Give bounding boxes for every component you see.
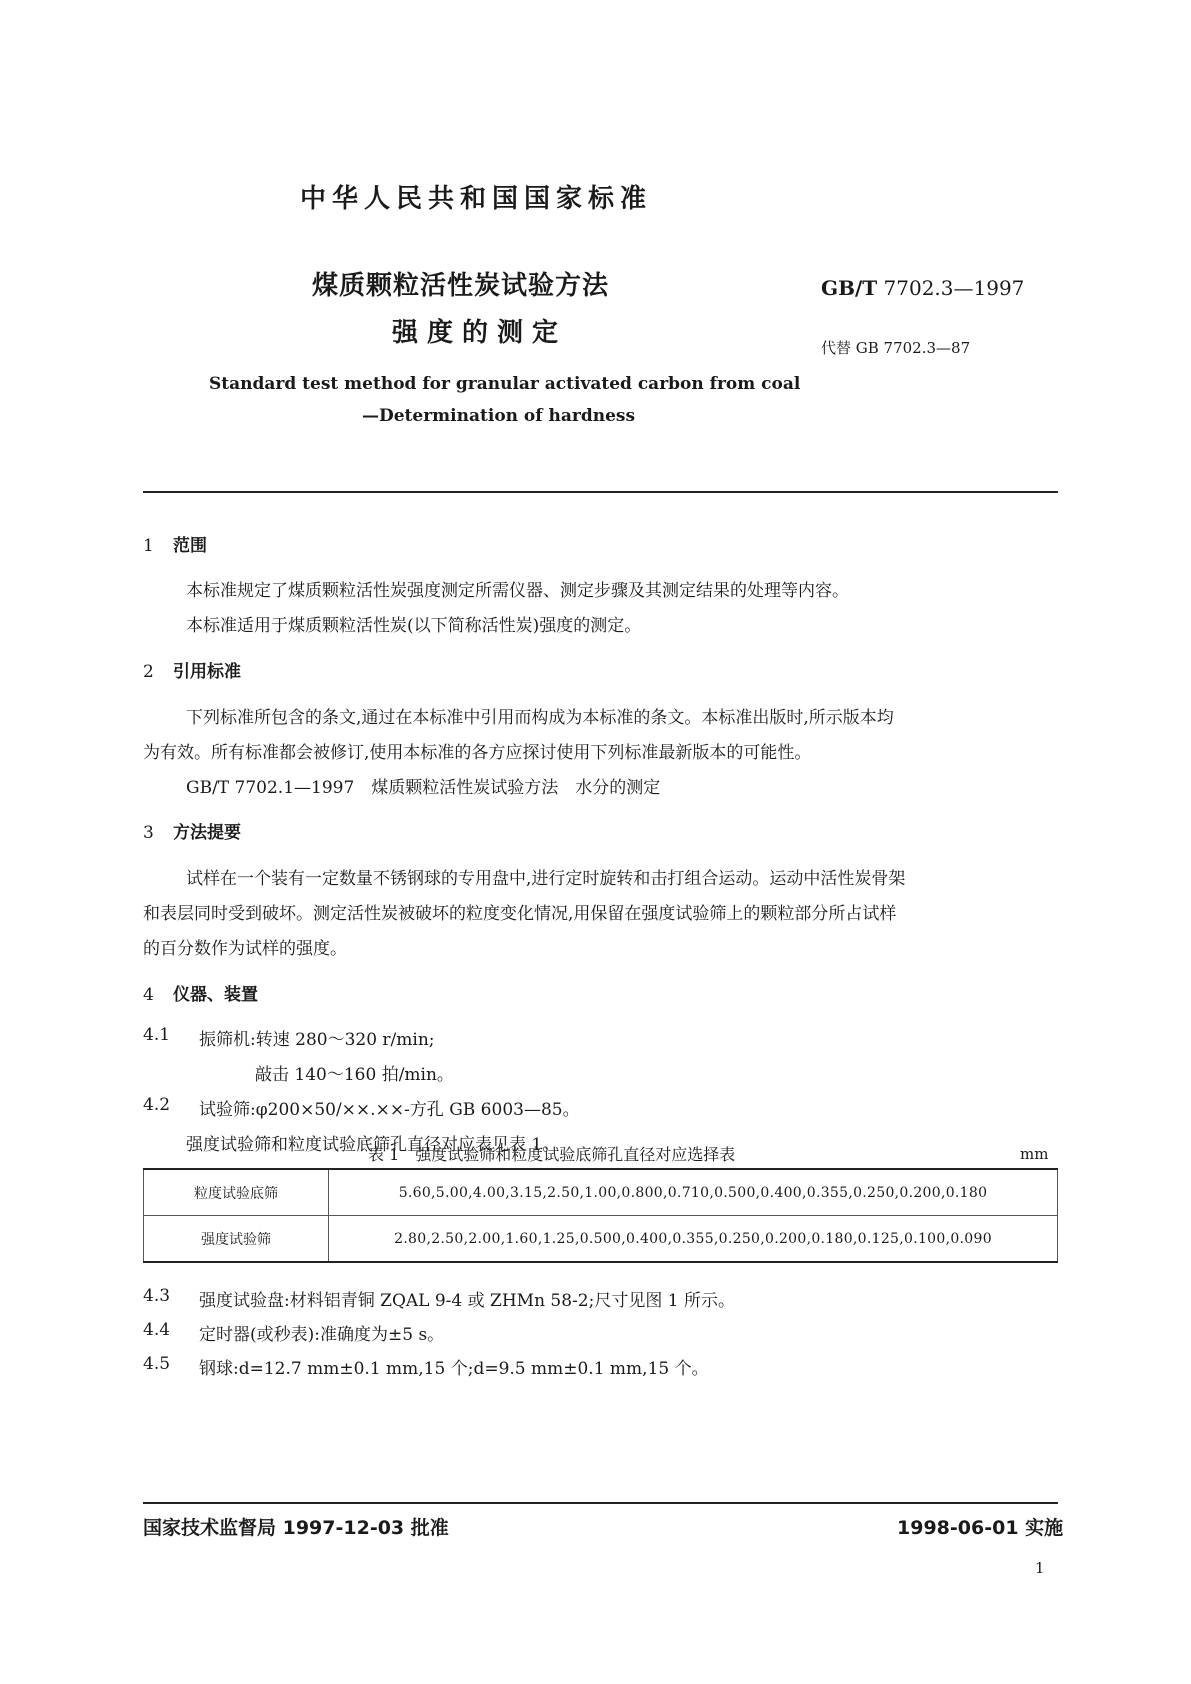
footer-divider <box>143 1502 1058 1504</box>
table-row-label: 强度试验筛 <box>144 1216 329 1263</box>
page-number: 1 <box>1035 1559 1045 1577</box>
item-4-1-line2: 敲击 140～160 拍/min。 <box>255 1065 454 1085</box>
standard-number-value: 7702.3—1997 <box>883 276 1025 300</box>
document-title: 煤质颗粒活性炭试验方法 <box>312 271 610 301</box>
item-4-5-text: 钢球:d=12.7 mm±0.1 mm,15 个;d=9.5 mm±0.1 mm,15 个。 <box>199 1359 709 1379</box>
item-4-1-line1: 振筛机:转速 280～320 r/min; <box>199 1030 435 1050</box>
section-3-paragraph-line3: 的百分数作为试样的强度。 <box>143 939 347 959</box>
header-divider <box>143 491 1058 493</box>
section-3-paragraph-line1: 试样在一个装有一定数量不锈钢球的专用盘中,进行定时旋转和击打组合运动。运动中活性炭骨架 <box>186 869 906 889</box>
english-title-line2: —Determination of hardness <box>362 406 636 426</box>
section-number: 3 <box>143 823 154 843</box>
section-1-paragraph-2: 本标准适用于煤质颗粒活性炭(以下简称活性炭)强度的测定。 <box>186 616 642 636</box>
item-4-2-number: 4.2 <box>143 1095 171 1115</box>
effective-date: 1998-06-01 实施 <box>897 1517 1064 1539</box>
item-4-3-text: 强度试验盘:材料铝青铜 ZQAL 9-4 或 ZHMn 58-2;尺寸见图 1 所示。 <box>199 1291 735 1311</box>
table-1-unit: mm <box>1020 1145 1049 1163</box>
item-4-4-text: 定时器(或秒表):准确度为±5 s。 <box>199 1325 445 1345</box>
approval-date: 国家技术监督局 1997-12-03 批准 <box>143 1517 449 1539</box>
table-row <box>144 1216 1058 1263</box>
table-1-caption: 表 1 强度试验筛和粒度试验底筛孔直径对应选择表 <box>368 1145 736 1164</box>
section-number: 2 <box>143 662 154 682</box>
item-4-2-text: 试验筛:φ200×50/××.××-方孔 GB 6003—85。 <box>199 1100 580 1120</box>
section-1-paragraph-1: 本标准规定了煤质颗粒活性炭强度测定所需仪器、测定步骤及其测定结果的处理等内容。 <box>186 581 849 601</box>
section-number: 4 <box>143 985 154 1005</box>
item-4-1-number: 4.1 <box>143 1025 171 1045</box>
item-4-3-number: 4.3 <box>143 1286 171 1306</box>
table-row-label: 粒度试验底筛 <box>144 1169 329 1216</box>
replaces-standard: 代替 GB 7702.3—87 <box>821 339 971 357</box>
section-2-paragraph-line1: 下列标准所包含的条文,通过在本标准中引用而构成为本标准的条文。本标准出版时,所示版本均 <box>186 708 894 728</box>
section-title: 仪器、装置 <box>173 985 258 1005</box>
standard-number-prefix: GB/T <box>821 276 878 300</box>
item-4-2-note: 强度试验筛和粒度试验底筛孔直径对应表见表 1。 <box>186 1135 560 1155</box>
document-subtitle: 强度的测定 <box>392 318 568 348</box>
section-title: 范围 <box>173 536 207 556</box>
section-title: 引用标准 <box>173 662 241 682</box>
table-row <box>144 1169 1058 1216</box>
section-number: 1 <box>143 536 154 556</box>
section-4-heading <box>143 980 258 1005</box>
section-3-heading <box>143 818 241 843</box>
section-3-paragraph-line2: 和表层同时受到破坏。测定活性炭被破坏的粒度变化情况,用保留在强度试验筛上的颗粒部分所占试样 <box>143 904 897 924</box>
table-1 <box>143 1168 1058 1263</box>
english-title-line1: Standard test method for granular activated carbon from coal <box>209 374 801 394</box>
normative-reference: GB/T 7702.1—1997 煤质颗粒活性炭试验方法 水分的测定 <box>186 778 661 798</box>
section-1-heading <box>143 531 207 556</box>
table-row-values: 2.80,2.50,2.00,1.60,1.25,0.500,0.400,0.355,0.250,0.200,0.180,0.125,0.100,0.090 <box>329 1216 1058 1263</box>
section-2-heading <box>143 657 241 682</box>
section-2-paragraph-line2: 为有效。所有标准都会被修订,使用本标准的各方应探讨使用下列标准最新版本的可能性。 <box>143 743 812 763</box>
country-standard-heading: 中华人民共和国国家标准 <box>300 184 653 214</box>
table-row-values: 5.60,5.00,4.00,3.15,2.50,1.00,0.800,0.710,0.500,0.400,0.355,0.250,0.200,0.180 <box>329 1169 1058 1216</box>
section-title: 方法提要 <box>173 823 241 843</box>
standard-number <box>821 276 1024 300</box>
item-4-5-number: 4.5 <box>143 1354 171 1374</box>
item-4-4-number: 4.4 <box>143 1320 171 1340</box>
